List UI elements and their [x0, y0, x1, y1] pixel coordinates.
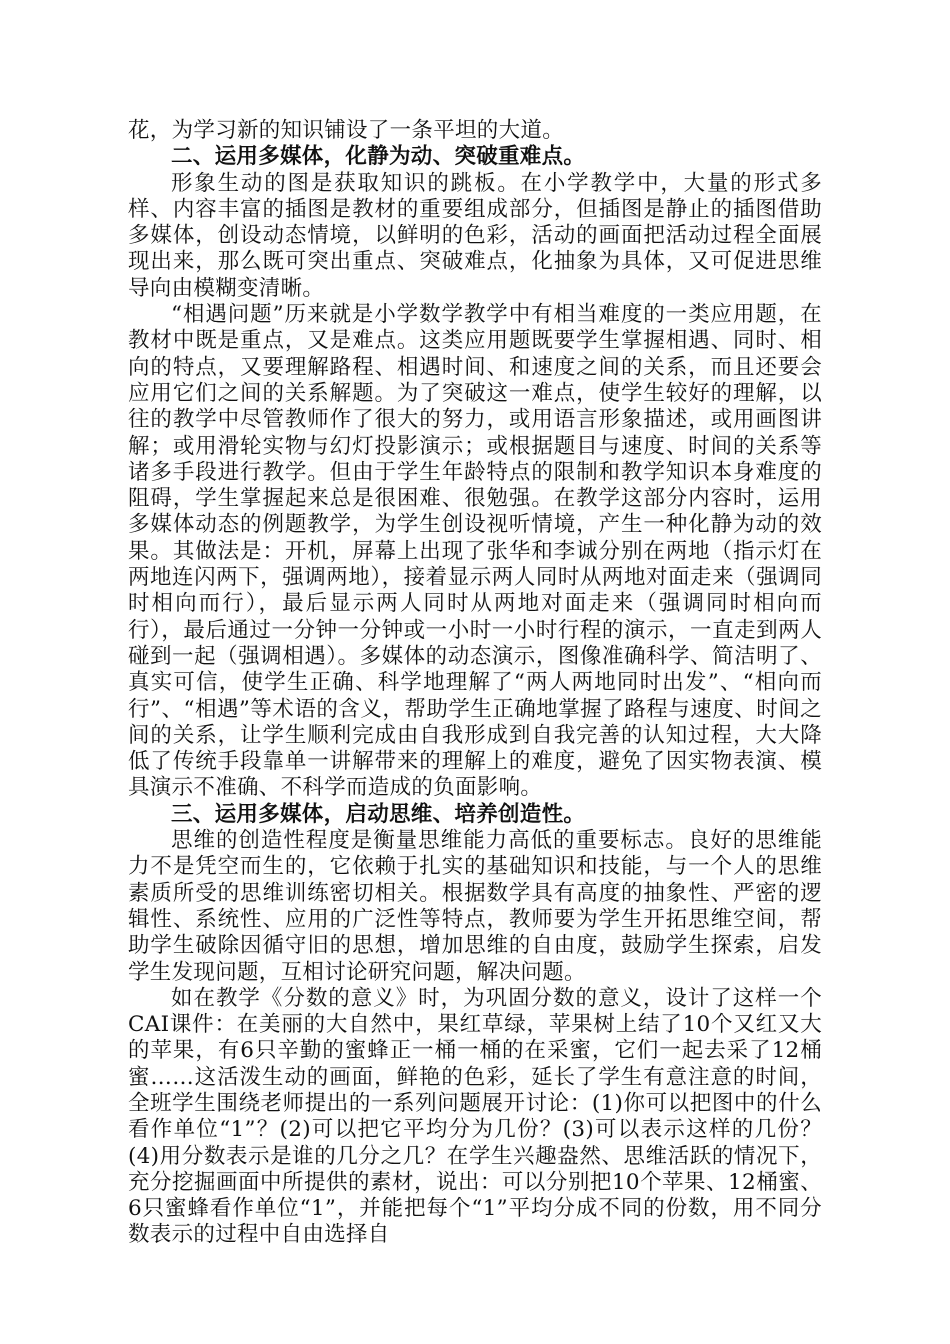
paragraph: 形象生动的图是获取知识的跳板。在小学教学中，大量的形式多样、内容丰富的插图是教材的重要组成部分，但插图是静止的插图借助多媒体，创设动态情境，以鲜明的色彩，活动的画面把活动过程全面展现出来，那么既可突出重点、突破难点，化抽象为具体，又可促进思维导向由模糊变清晰。 — [128, 170, 822, 301]
paragraph: 如在教学《分数的意义》时，为巩固分数的意义，设计了这样一个CAI课件：在美丽的大自然中，果红草绿，苹果树上结了10个又红又大的苹果，有6只辛勤的蜜蜂正一桶一桶的在采蜜，它们一起去采了12桶蜜……这活泼生动的画面，鲜艳的色彩，延长了学生有意注意的时间，全班学生围绕老师提出的一系列问题展开讨论：(1)你可以把图中的什么看作单位“1”？(2)可以把它平均分为几份？(3)可以表示这样的几份？(4)用分数表示是谁的几分之几？在学生兴趣盎然、思维活跃的情况下，充分挖掘画面中所提供的素材，说出：可以分别把10个苹果、12桶蜜、6只蜜蜂看作单位“1”，并能把每个“1”平均分成不同的份数，用不同分数表示的过程中自由选择自 — [128, 985, 822, 1248]
paragraph-continuation: 花，为学习新的知识铺设了一条平坦的大道。 — [128, 118, 565, 143]
document-page — [128, 118, 822, 1249]
section-heading-3: 三、运用多媒体，启动思维、培养创造性。 — [171, 801, 586, 827]
paragraph: 思维的创造性程度是衡量思维能力高低的重要标志。良好的思维能力不是凭空而生的，它依赖于扎实的基础知识和技能，与一个人的思维素质所受的思维训练密切相关。根据数学具有高度的抽象性、严密的逻辑性、系统性、应用的广泛性等特点，教师要为学生开拓思维空间，帮助学生破除因循守旧的思想，增加思维的自由度，鼓励学生探索，启发学生发现问题，互相讨论研究问题，解决问题。 — [128, 828, 822, 985]
paragraph: “相遇问题”历来就是小学数学教学中有相当难度的一类应用题，在教材中既是重点，又是难点。这类应用题既要学生掌握相遇、同时、相向的特点，又要理解路程、相遇时间、和速度之间的关系，而且还要会应用它们之间的关系解题。为了突破这一难点，使学生较好的理解，以往的教学中尽管教师作了很大的努力，或用语言形象描述，或用画图讲解；或用滑轮实物与幻灯投影演示；或根据题目与速度、时间的关系等诸多手段进行教学。但由于学生年龄特点的限制和教学知识本身难度的阻碍，学生掌握起来总是很困难、很勉强。在教学这部分内容时，运用多媒体动态的例题教学，为学生创设视听情境，产生一种化静为动的效果。其做法是：开机，屏幕上出现了张华和李诚分别在两地（指示灯在两地连闪两下，强调两地），接着显示两人同时从两地对面走来（强调同时相向而行），最后显示两人同时从两地对面走来（强调同时相向而行），最后通过一分钟一分钟或一小时一小时行程的演示，一直走到两人碰到一起（强调相遇）。多媒体的动态演示，图像准确科学、简洁明了、真实可信，使学生正确、科学地理解了“两人两地同时出发”、“相向而行”、“相遇”等术语的含义，帮助学生正确地掌握了路程与速度、时间之间的关系，让学生顺利完成由自我形成到自我完善的认知过程，大大降低了传统手段靠单一讲解带来的理解上的难度，避免了因实物表演、模具演示不准确、不科学而造成的负面影响。 — [128, 302, 822, 801]
section-heading-2: 二、运用多媒体，化静为动、突破重难点。 — [171, 144, 586, 170]
